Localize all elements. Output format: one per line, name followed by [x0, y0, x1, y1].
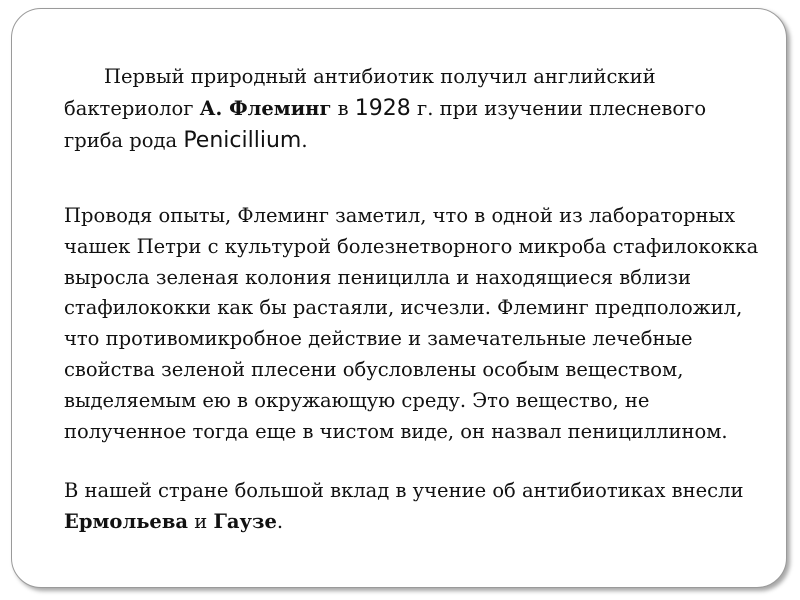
slide-frame	[11, 8, 787, 588]
paragraph-text: Проводя опыты, Флеминг заметил, что в одной из лабораторных чашек Петри с культурой болезнетворного микроба стафилококка выросла зеленая колония пеницилла и находящиеся вблизи стафилококки как бы растаяли, исчезли. Флеминг предположил, что противомикробное действие и замечательные лечебные свойства зеленой плесени обусловлены особым веществом, выделяемым ею в окружающую среду. Это вещество, не полученное тогда еще в чистом виде, он назвал пенициллином.	[64, 204, 759, 443]
text-segment: и	[188, 510, 214, 533]
text-segment: .	[301, 129, 308, 152]
text-segment: .	[276, 510, 284, 533]
text-segment: Первый природный антибиотик получил английский бактериолог	[64, 65, 656, 120]
text-segment: в	[331, 97, 355, 120]
genus-name: Penicillium	[183, 128, 302, 153]
scientist-name-ermolyeva: Ермольева	[64, 510, 189, 533]
paragraph-contributors	[64, 475, 764, 537]
text-segment: г. при изучении плесневого гриба рода	[64, 97, 707, 152]
scientist-name-fleming: А. Флеминг	[199, 97, 332, 120]
paragraph-first-antibiotic	[64, 61, 764, 157]
paragraph-experiment	[64, 201, 764, 447]
scientist-name-gause: Гаузе	[213, 510, 277, 533]
text-segment: В нашей стране большой вклад в учение об антибиотиках внесли	[64, 479, 744, 502]
year-value: 1928	[354, 96, 411, 121]
